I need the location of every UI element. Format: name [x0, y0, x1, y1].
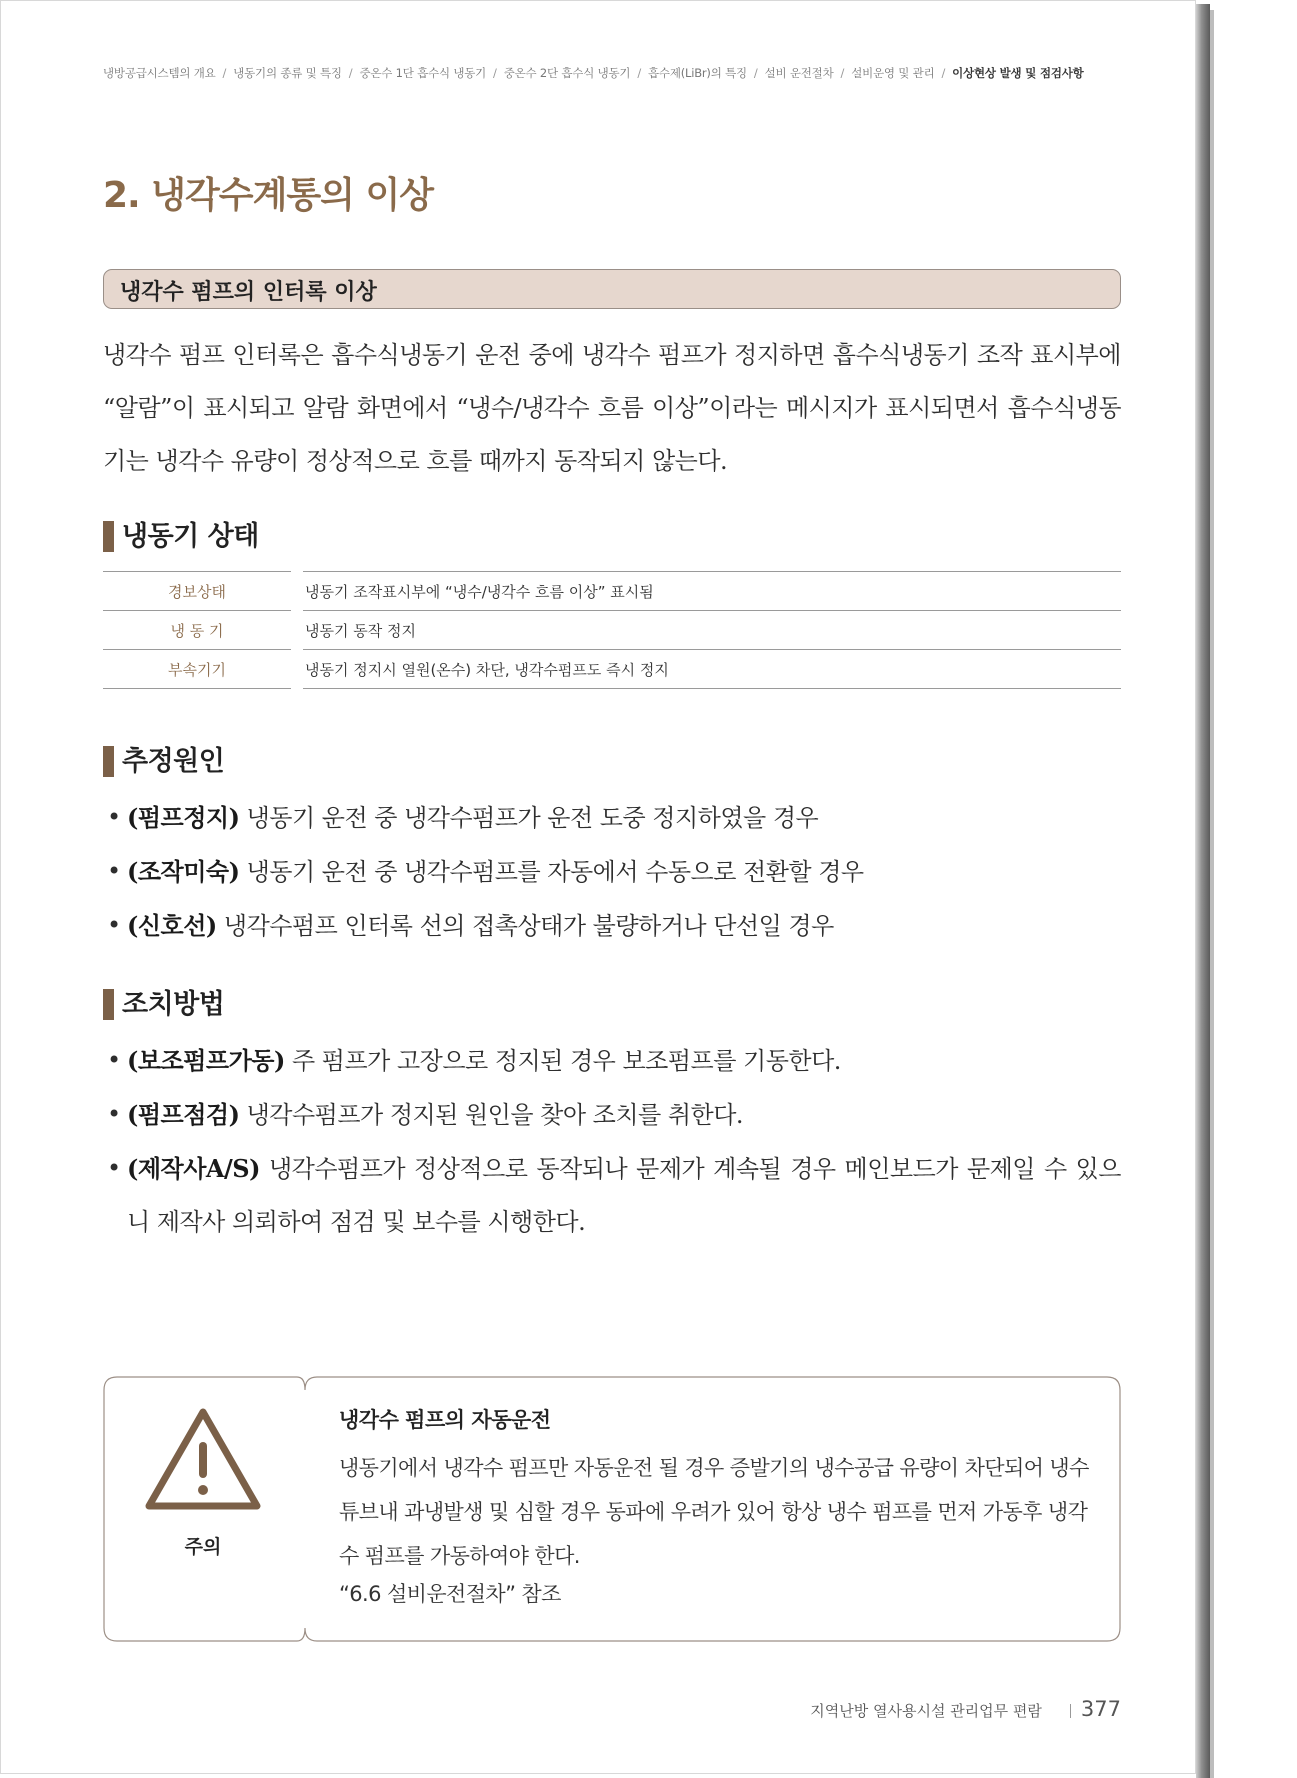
caution-label: 주의 [184, 1536, 222, 1558]
list-item [107, 845, 1121, 899]
status-key: 냉 동 기 [103, 611, 291, 650]
breadcrumb-item[interactable]: 중온수 1단 흡수식 냉동기 [359, 66, 487, 80]
status-key: 경보상태 [103, 572, 291, 611]
warning-triangle-icon [141, 1404, 265, 1514]
action-tag: (펌프점검) [127, 1100, 240, 1129]
action-list [107, 1034, 1121, 1249]
action-tag: (제작사A/S) [127, 1154, 260, 1183]
footer-divider [1070, 1704, 1071, 1718]
status-table [103, 571, 1121, 689]
breadcrumb-separator: / [222, 66, 227, 80]
breadcrumb-separator: / [637, 66, 641, 80]
action-text: 냉각수펌프가 정상적으로 동작되나 문제가 계속될 경우 메인보드가 문제일 수 있으니 제작사 의뢰하여 점검 및 보수를 시행한다. [127, 1155, 1121, 1236]
page-number: 377 [1080, 1697, 1121, 1721]
breadcrumb [103, 65, 1121, 81]
list-item [107, 1034, 1121, 1088]
breadcrumb-separator: / [840, 66, 845, 80]
status-value: 냉동기 조작표시부에 “냉수/냉각수 흐름 이상” 표시됨 [303, 572, 1121, 611]
list-item [107, 791, 1121, 845]
cause-tag: (신호선) [127, 911, 217, 940]
cause-tag: (조작미숙) [127, 857, 240, 886]
breadcrumb-separator: / [941, 66, 946, 80]
breadcrumb-separator: / [493, 66, 497, 80]
cause-text: 냉동기 운전 중 냉각수펌프를 자동에서 수동으로 전환할 경우 [239, 858, 864, 886]
action-text: 냉각수펌프가 정지된 원인을 찾아 조치를 취한다. [239, 1101, 744, 1129]
cause-list [107, 791, 1121, 953]
caution-body: 냉동기에서 냉각수 펌프만 자동운전 될 경우 증발기의 냉수공급 유량이 차단되어 냉수 튜브내 과냉발생 및 심할 경우 동파에 우려가 있어 항상 냉수 펌프를 먼저 가동후 냉각수 펌프를 가동하여야 한다. [339, 1456, 1089, 1568]
chapter-title: 2. 냉각수계통의 이상 [103, 175, 433, 216]
action-tag: (보조펌프가동) [127, 1046, 285, 1075]
breadcrumb-separator: / [348, 66, 353, 80]
breadcrumb-item[interactable]: 냉동기의 종류 및 특징 [233, 66, 342, 80]
caution-title: 냉각수 펌프의 자동운전 [339, 1408, 551, 1432]
caution-box [103, 1376, 1121, 1642]
page-footer [701, 1697, 1121, 1721]
cause-text: 냉동기 운전 중 냉각수펌프가 운전 도중 정지하였을 경우 [239, 804, 819, 832]
action-heading: 조치방법 [103, 989, 224, 1020]
status-value: 냉동기 동작 정지 [303, 611, 1121, 650]
breadcrumb-item[interactable]: 흡수제(LiBr)의 특징 [648, 66, 747, 80]
list-item [107, 1142, 1121, 1249]
caution-reference[interactable]: “6.6 설비운전절차” 참조 [339, 1582, 561, 1606]
subsection-title: 냉각수 펌프의 인터록 이상 [103, 269, 1121, 309]
list-item [107, 899, 1121, 953]
status-key: 부속기기 [103, 650, 291, 689]
book-title: 지역난방 열사용시설 관리업무 편람 [810, 1702, 1042, 1720]
breadcrumb-item[interactable]: 설비운영 및 관리 [851, 66, 935, 80]
breadcrumb-item[interactable]: 설비 운전절차 [764, 66, 834, 80]
action-text: 주 펌프가 고장으로 정지된 경우 보조펌프를 기동한다. [284, 1047, 841, 1075]
table-row [103, 572, 1121, 611]
status-heading: 냉동기 상태 [103, 521, 259, 552]
list-item [107, 1088, 1121, 1142]
cause-heading: 추정원인 [103, 746, 224, 777]
cause-tag: (펌프정지) [127, 803, 240, 832]
table-row [103, 650, 1121, 689]
page-edge-shadow [1196, 4, 1210, 1778]
breadcrumb-item[interactable]: 냉방공급시스템의 개요 [103, 66, 216, 80]
breadcrumb-item-current[interactable]: 이상현상 발생 및 점검사항 [952, 66, 1084, 80]
breadcrumb-separator: / [753, 66, 758, 80]
table-row [103, 611, 1121, 650]
page-edge-stack [1210, 10, 1214, 1778]
breadcrumb-item[interactable]: 중온수 2단 흡수식 냉동기 [503, 66, 631, 80]
cause-text: 냉각수펌프 인터록 선의 접촉상태가 불량하거나 단선일 경우 [216, 912, 834, 940]
intro-paragraph: 냉각수 펌프 인터록은 흡수식냉동기 운전 중에 냉각수 펌프가 정지하면 흡수식냉동기 조작 표시부에 “알람”이 표시되고 알람 화면에서 “냉수/냉각수 흐름 이상”이라는 메시지가 표시되면서 흡수식냉동기는 냉각수 유량이 정상적으로 흐를 때까지 동작되지 않는다. [103, 341, 1121, 475]
status-value: 냉동기 정지시 열원(온수) 차단, 냉각수펌프도 즉시 정지 [303, 650, 1121, 689]
